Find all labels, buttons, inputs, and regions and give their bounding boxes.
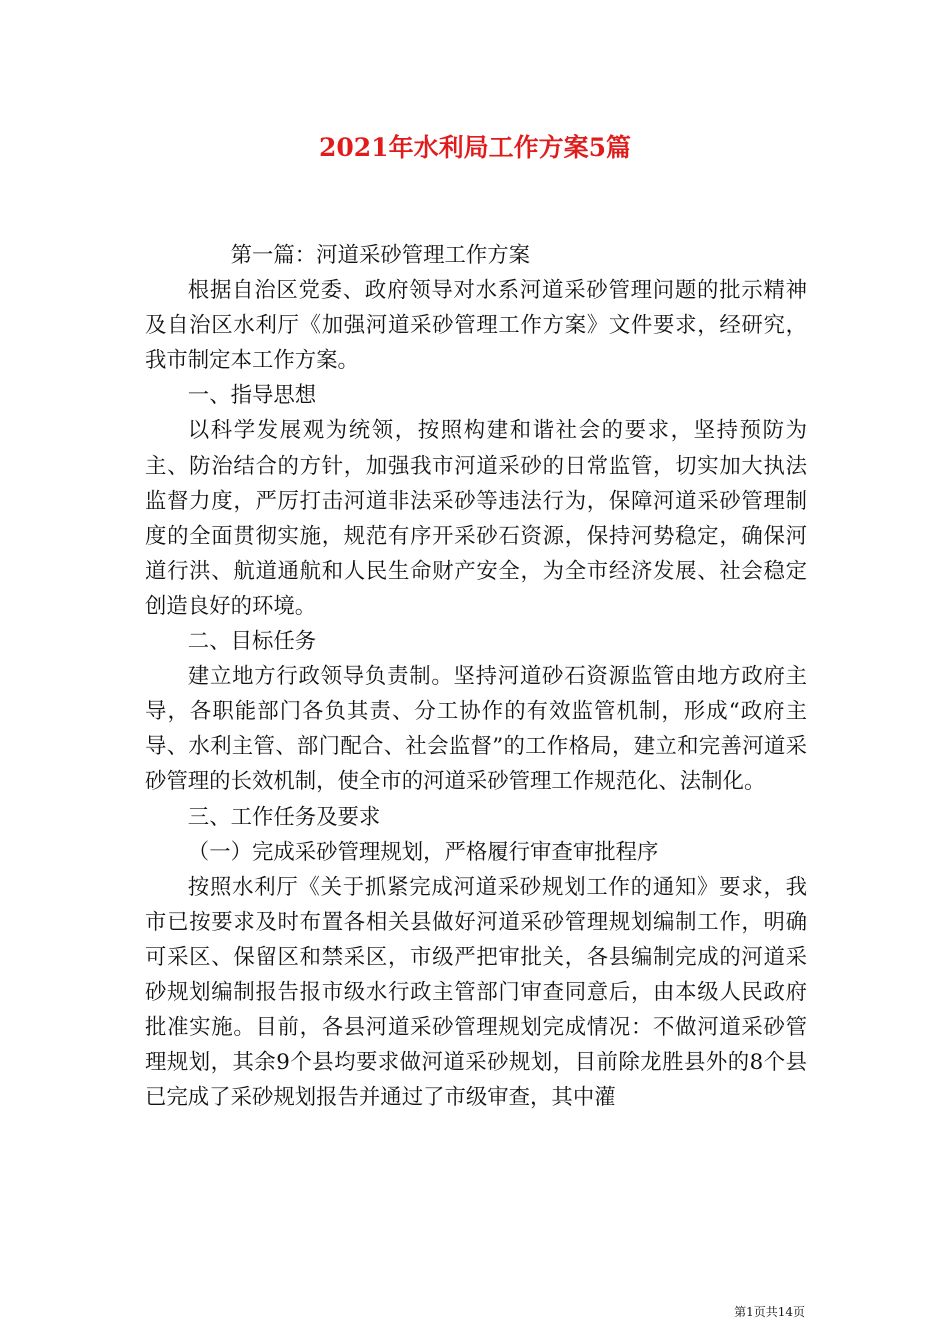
section-heading: 三、工作任务及要求 (187, 804, 381, 830)
document-body (145, 238, 807, 1115)
document-title: 2021年水利局工作方案5篇 (319, 133, 631, 162)
page-number: 第1页共14页 (734, 1305, 805, 1319)
section-heading: 一、指导思想 (187, 383, 317, 409)
subsection-heading: （一）完成采砂管理规划，严格履行审查审批程序 (187, 839, 659, 865)
section-heading: 二、目标任务 (187, 629, 317, 655)
paragraph: 按照水利厅《关于抓紧完成河道采砂规划工作的通知》要求，我市已按要求及时布置各相关县做好河道采砂管理规划编制工作，明确可采区、保留区和禁采区，市级严把审批关，各县编制完成的河道采砂规划编制报告报市级水行政主管部门审查同意后，由本级人民政府批准实施。目前，各县河道采砂管理规划完成情况：不做河道采砂管理规划，其余9个县均要求做河道采砂规划，目前除龙胜县外的8个县已完成了采砂规划报告并通过了市级审查，其中灌 (145, 874, 807, 1111)
paragraph: 根据自治区党委、政府领导对水系河道采砂管理问题的批示精神及自治区水利厅《加强河道采砂管理工作方案》文件要求，经研究，我市制定本工作方案。 (145, 278, 807, 374)
paragraph: 以科学发展观为统领，按照构建和谐社会的要求，坚持预防为主、防治结合的方针，加强我市河道采砂的日常监管，切实加大执法监督力度，严厉打击河道非法采砂等违法行为，保障河道采砂管理制度的全面贯彻实施，规范有序开采砂石资源，保持河势稳定，确保河道行洪、航道通航和人民生命财产安全，为全市经济发展、社会稳定创造良好的环境。 (145, 418, 807, 619)
paragraph: 建立地方行政领导负责制。坚持河道砂石资源监管由地方政府主导，各职能部门各负其责、分工协作的有效监管机制，形成“政府主导、水利主管、部门配合、社会监督”的工作格局，建立和完善河道采砂管理的长效机制，使全市的河道采砂管理工作规范化、法制化。 (145, 664, 807, 795)
section-heading: 第一篇：河道采砂管理工作方案 (230, 243, 531, 268)
